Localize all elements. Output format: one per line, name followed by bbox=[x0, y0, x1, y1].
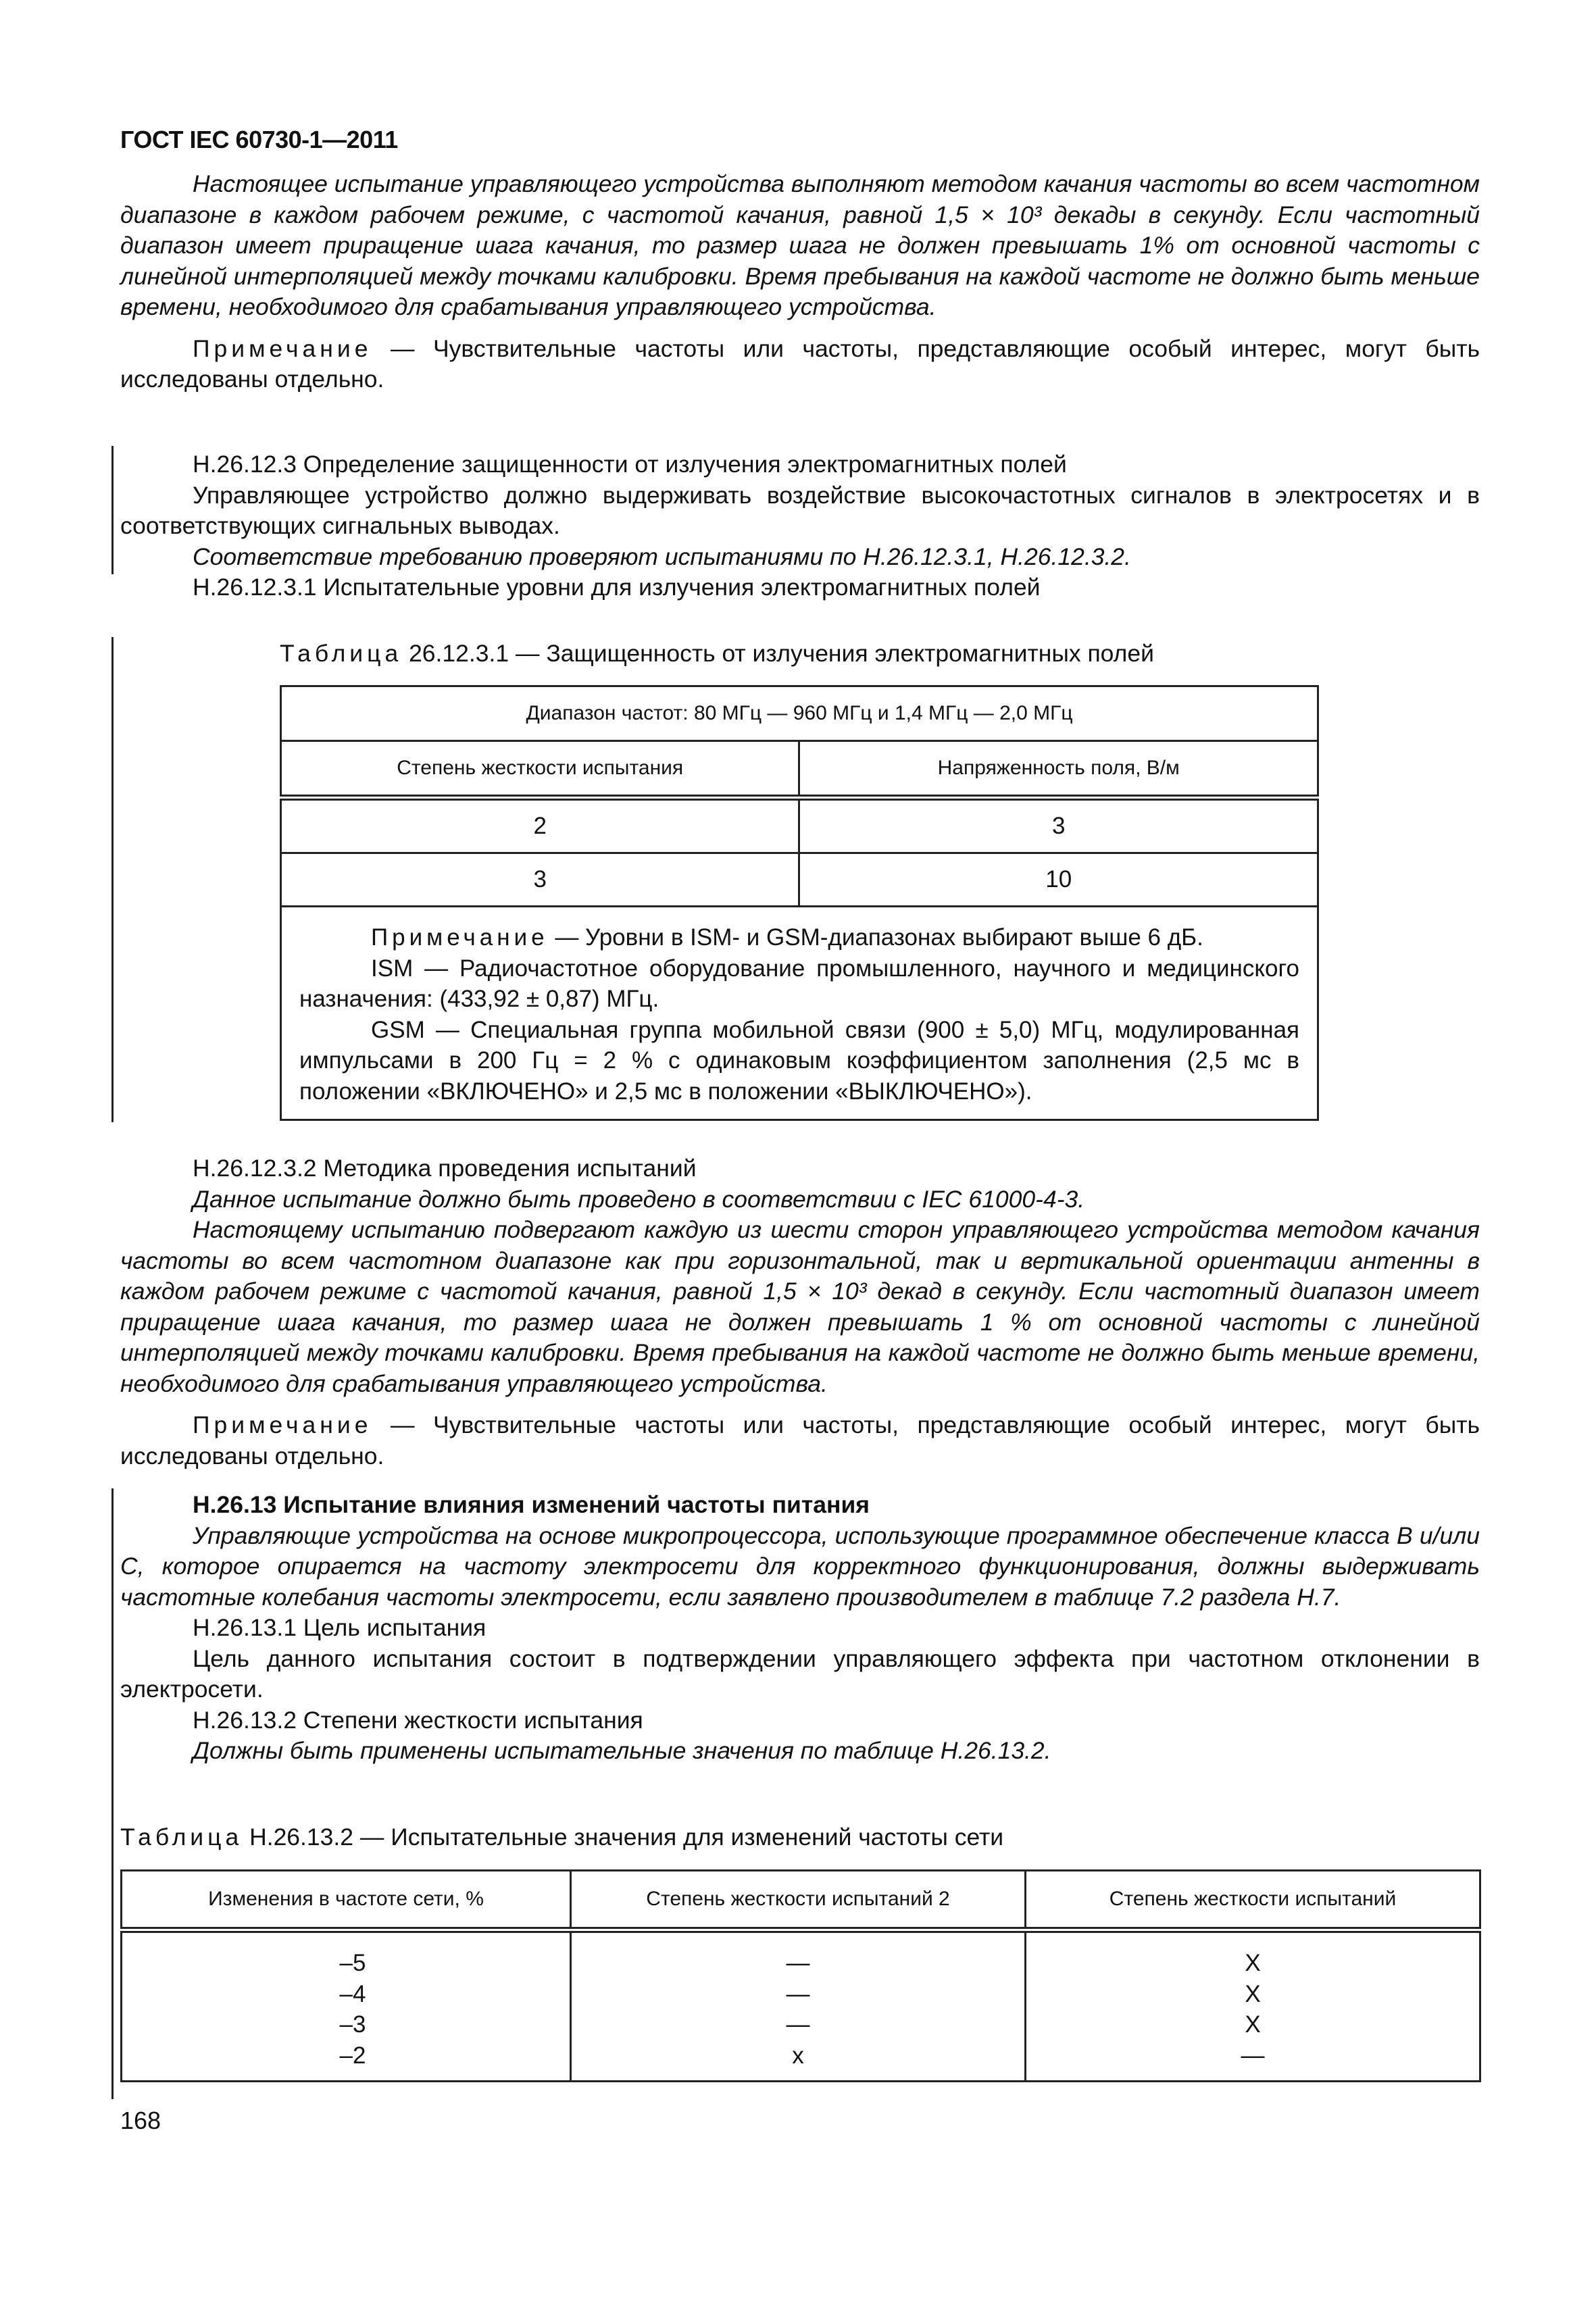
document-header: ГОСТ IEC 60730-1—2011 bbox=[120, 126, 398, 153]
table-cell: — bbox=[786, 1980, 810, 2007]
table-column-level bbox=[1026, 1930, 1480, 2082]
paragraph: Настоящему испытанию подвергают каждую из шести сторон управляющего устройства методом качания частоты во всем частотном диапазоне как при горизонтальной, так и вертикальной ориентации антенны в каждом рабочем режиме с частотой качания, равной 1,5 × 10³ декад в секунду. Если частотный диапазон имеет приращение шага качания, то размер шага не должен превышать 1 % от основной частоты с линейной интерполяцией между точками калибровки. Время пребывания на каждой частоте не должно быть меньше времени, необходимого для срабатывания управляющего устройства. bbox=[120, 1216, 1480, 1397]
note-label: Примечание bbox=[371, 924, 549, 951]
paragraph: Данное испытание должно быть проведено в соответствии с IEC 61000-4-3. bbox=[193, 1185, 1085, 1213]
table-row bbox=[281, 853, 1318, 907]
note-label: Примечание bbox=[193, 1411, 372, 1438]
note-paragraph bbox=[120, 1410, 1480, 1472]
table-cell: X bbox=[1245, 2011, 1261, 2038]
table-cell: –3 bbox=[339, 2011, 366, 2038]
column-header: Степень жесткости испытания bbox=[281, 741, 799, 798]
section-heading-bold: Н.26.13 Испытание влияния изменений частоты питания bbox=[193, 1491, 870, 1518]
frequency-change-table bbox=[120, 1869, 1481, 2082]
text-block-2 bbox=[120, 449, 1480, 603]
paragraph: Управляющие устройства на основе микропроцессора, использующие программное обеспечение класса В и/или С, которое опирается на частоту электросети для корректного функционирования, должны выдерживать частотные колебания частоты электросети, если заявлено производителем в таблице 7.2 раздела Н.7. bbox=[120, 1521, 1480, 1611]
note-paragraph bbox=[120, 334, 1480, 395]
table-cell: — bbox=[786, 1950, 810, 1976]
table-caption bbox=[280, 638, 1154, 669]
paragraph: Соответствие требованию проверяют испытаниями по Н.26.12.3.1, Н.26.12.3.2. bbox=[193, 543, 1131, 570]
text-block-3 bbox=[120, 1153, 1480, 1472]
table-cell: X bbox=[1245, 1950, 1261, 1976]
note-line bbox=[299, 922, 1299, 953]
note-gsm: GSM — Специальная группа мобильной связи (900 ± 5,0) МГц, модулированная импульсами в 200 Гц = 2 % с одинаковым коэффициентом заполнения (2,5 мс в положении «ВКЛЮЧЕНО» и 2,5 мс в положении «ВЫКЛЮЧЕНО»). bbox=[299, 1016, 1299, 1105]
section-heading: Н.26.12.3.2 Методика проведения испытаний bbox=[193, 1155, 697, 1182]
table-body-row bbox=[122, 1930, 1480, 2082]
paragraph: Должны быть применены испытательные значения по таблице Н.26.13.2. bbox=[193, 1737, 1051, 1764]
table-caption-label: Таблица bbox=[120, 1823, 243, 1851]
table-cell: — bbox=[1241, 2042, 1265, 2069]
paragraph: Цель данного испытания состоит в подтверждении управляющего эффекта при частотном отклонении в электросети. bbox=[120, 1644, 1480, 1703]
column-header: Напряженность поля, В/м bbox=[799, 741, 1318, 798]
table-cell: –2 bbox=[339, 2042, 366, 2069]
section-heading: Н.26.12.3 Определение защищенности от излучения электромагнитных полей bbox=[193, 451, 1067, 478]
table-range-header: Диапазон частот: 80 МГц — 960 МГц и 1,4 МГц — 2,0 МГц bbox=[281, 686, 1318, 741]
column-header: Степень жесткости испытаний bbox=[1026, 1871, 1480, 1930]
change-bar bbox=[111, 637, 114, 1122]
table-cell: — bbox=[786, 2011, 810, 2038]
column-header: Степень жесткости испытаний 2 bbox=[571, 1871, 1026, 1930]
table-cell: 10 bbox=[799, 853, 1318, 907]
section-heading: Н.26.13.1 Цель испытания bbox=[193, 1614, 487, 1641]
emf-immunity-table bbox=[280, 685, 1319, 1121]
note-text: — Чувствительные частоты или частоты, представляющие особый интерес, могут быть исследованы отдельно. bbox=[120, 334, 1480, 393]
table-cell: 2 bbox=[281, 798, 799, 853]
table-caption-text: 26.12.3.1 — Защищенность от излучения электромагнитных полей bbox=[402, 640, 1154, 667]
table-cell: x bbox=[792, 2042, 804, 2069]
column-header: Изменения в частоте сети, % bbox=[122, 1871, 571, 1930]
paragraph: Настоящее испытание управляющего устройства выполняют методом качания частоты во всем частотном диапазоне в каждом рабочем режиме, с частотой качания, равной 1,5 × 10³ декады в секунду. Если частотный диапазон имеет приращение шага качания, то размер шага не должен превышать 1% от основной частоты с линейной интерполяцией между точками калибровки. Время пребывания на каждой частоте не должно быть меньше времени, необходимого для срабатывания управляющего устройства. bbox=[120, 170, 1480, 320]
table-caption-label: Таблица bbox=[280, 640, 403, 667]
paragraph: Управляющее устройство должно выдерживать воздействие высокочастотных сигналов в электросетях и в соответствующих сигнальных выводах. bbox=[120, 481, 1480, 539]
table-caption bbox=[120, 1822, 1003, 1853]
note-text: — Уровни в ISM- и GSM-диапазонах выбирают выше 6 дБ. bbox=[548, 924, 1203, 951]
table-caption-text: Н.26.13.2 — Испытательные значения для изменений частоты сети bbox=[243, 1823, 1004, 1851]
section-heading: Н.26.12.3.1 Испытательные уровни для излучения электромагнитных полей bbox=[193, 574, 1041, 601]
table-cell: X bbox=[1245, 1980, 1261, 2007]
change-bar bbox=[111, 446, 114, 574]
section-heading: Н.26.13.2 Степени жесткости испытания bbox=[193, 1706, 643, 1734]
table-column-change bbox=[122, 1930, 571, 2082]
note-label: Примечание bbox=[193, 334, 372, 362]
note-ism: ISM — Радиочастотное оборудование промышленного, научного и медицинского назначения: (433,92 ± 0,87) МГц. bbox=[299, 955, 1299, 1012]
change-bar bbox=[111, 1488, 114, 2099]
table-cell: –5 bbox=[339, 1950, 366, 1976]
note-text: — Чувствительные частоты или частоты, представляющие особый интерес, могут быть исследованы отдельно. bbox=[120, 1411, 1480, 1469]
table-row bbox=[281, 798, 1318, 853]
table-cell: 3 bbox=[799, 798, 1318, 853]
table-note bbox=[281, 907, 1318, 1120]
table-cell: –4 bbox=[339, 1980, 366, 2007]
page-number: 168 bbox=[120, 2107, 161, 2134]
text-block-4 bbox=[120, 1490, 1480, 1767]
table-column-level2 bbox=[571, 1930, 1026, 2082]
text-block-1 bbox=[120, 169, 1480, 395]
table-cell: 3 bbox=[281, 853, 799, 907]
